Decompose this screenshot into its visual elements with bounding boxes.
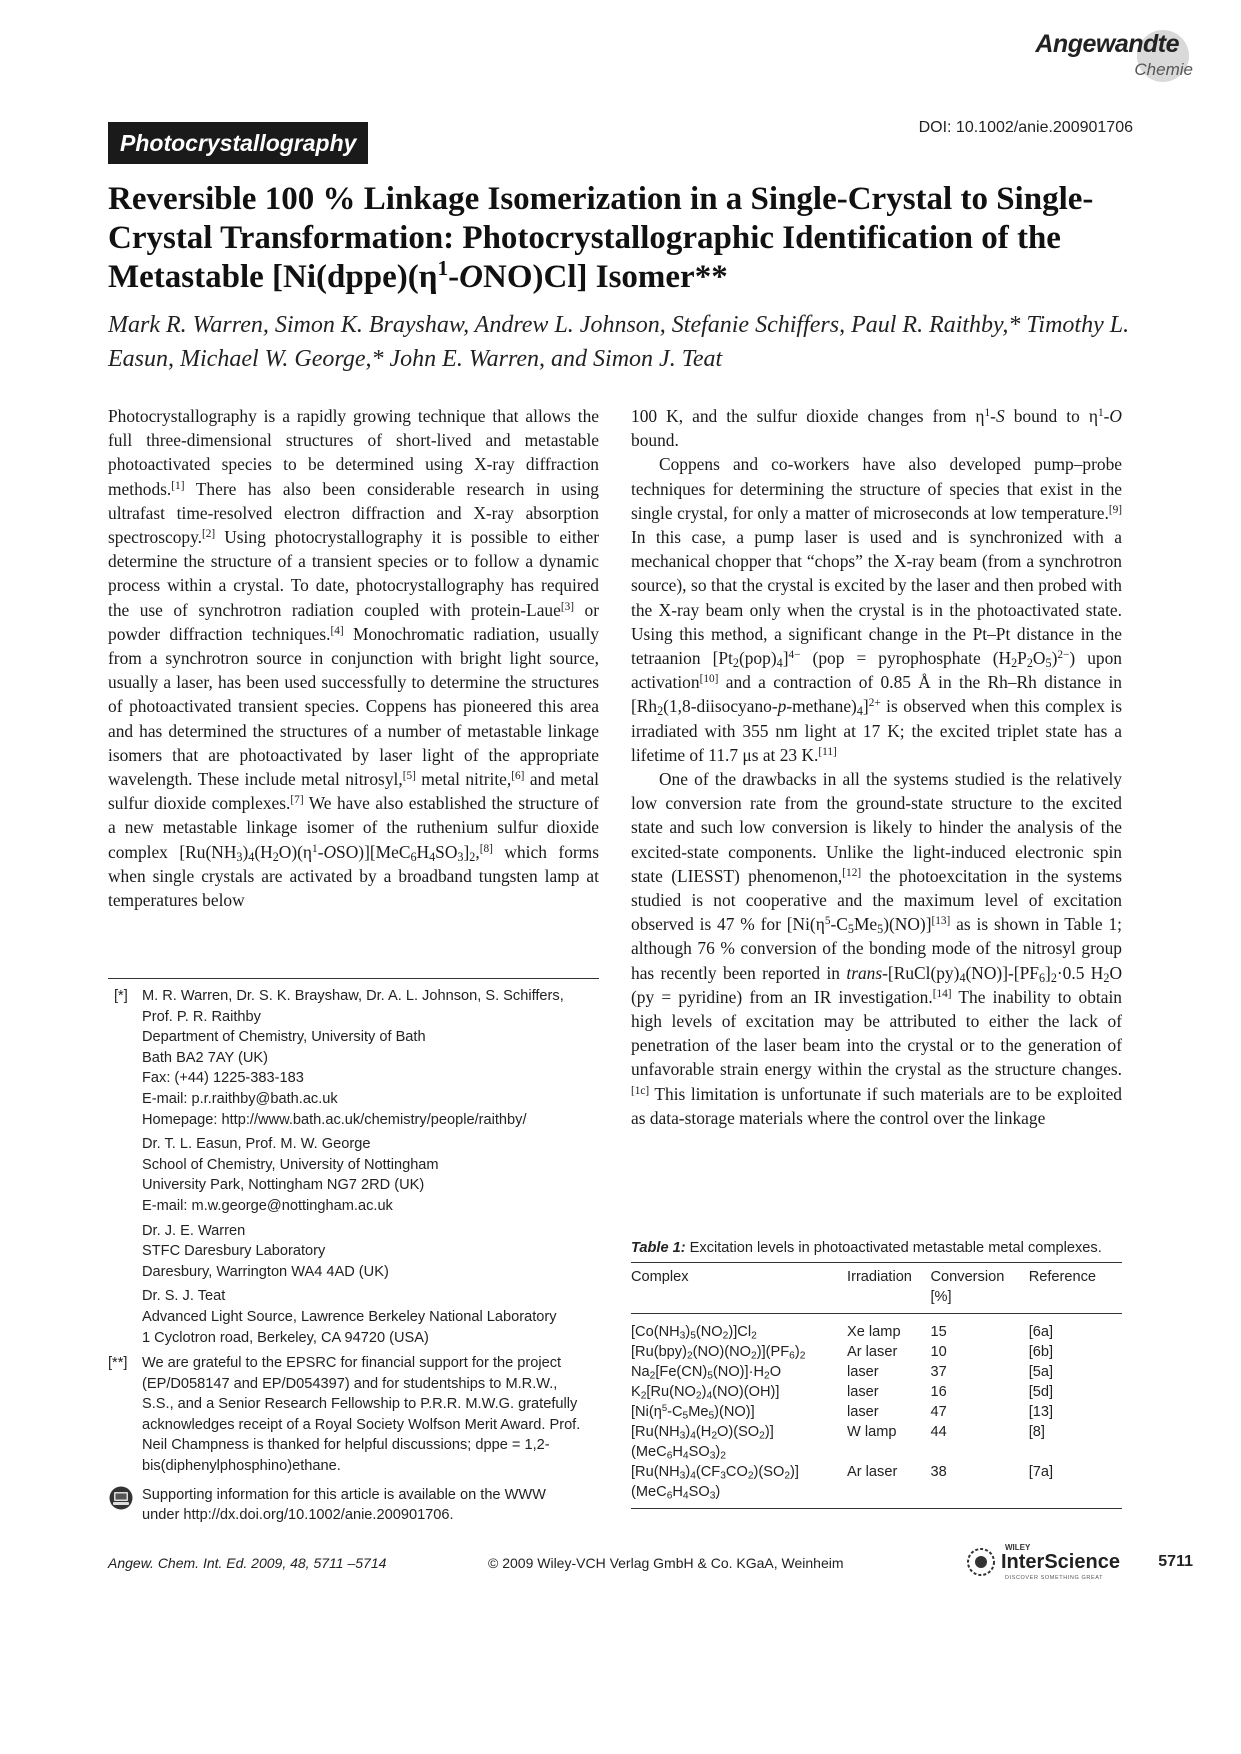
logo-interscience-text: InterScience [1001,1551,1120,1573]
table-caption-text: Excitation levels in photoactivated metastable metal complexes. [689,1240,1102,1256]
cell-reference: [6a] [1028,1324,1054,1340]
cell-complex: $[Ru(NH_3)_4(CF_3CO_2)(SO_2)]$ $(MeC_6H_4SO_3)$ [631,1462,847,1509]
excitation-table [631,1262,1122,1509]
footnote-line: Dr. T. L. Easun, Prof. M. W. George [142,1136,371,1153]
footnote-line: Department of Chemistry, University of Bath [142,1029,426,1046]
footnote-affiliations [108,986,599,1348]
cell-reference: [6b] [1028,1344,1054,1360]
footnotes [108,986,599,1531]
cell-conversion: 44 [930,1424,947,1440]
table-1 [631,1240,1122,1509]
cell-complex: $[Ru(NH_3)_4(H_2O)(SO_2)]$ $(MeC_6H_4SO_3)_2$ [631,1424,774,1462]
footnote-line: Supporting information for this article is available on the WWW [142,1486,546,1503]
column-header: Irradiation [847,1263,930,1314]
footnote-line: M. R. Warren, Dr. S. K. Brayshaw, Dr. A. L. Johnson, S. Schiffers, [142,988,564,1004]
footnote-line: 1 Cyclotron road, Berkeley, CA 94720 (USA) [142,1329,429,1346]
journal-logo [1027,22,1207,82]
cell-reference: [13] [1028,1404,1054,1420]
footnote-line: STFC Daresbury Laboratory [142,1243,326,1260]
cell-conversion: 16 [930,1384,947,1400]
affiliation-group [142,1134,599,1216]
table-caption [631,1240,1122,1256]
footnote-line: Advanced Light Source, Lawrence Berkeley National Laboratory [142,1308,557,1325]
cell-irradiation: Xe lamp [847,1324,901,1340]
column-header: Reference [1029,1263,1122,1314]
cell-irradiation: laser [847,1404,879,1420]
table-row [631,1362,1122,1382]
interscience-logo [963,1538,1143,1584]
cell-conversion: 37 [930,1364,947,1380]
cell-conversion: 10 [930,1344,947,1360]
article-title: Reversible 100 % Linkage Isomerization in a Single-Crystal to Single-Crystal Transformation: Photocrystallographic Identification of the Metastable $[Ni(dppe)(\eta^1-ONO)Cl]$ Isomer** [108,181,1094,295]
footnote-mark: [*] [114,988,128,1004]
table-header-row [631,1263,1122,1314]
footnote-line: School of Chemistry, University of Nottingham [142,1156,439,1173]
authors: Mark R. Warren, Simon K. Brayshaw, Andrew L. Johnson, Stefanie Schiffers, Paul R. Raithby,* Timothy L. Easun, Michael W. George,* John E. Warren, and Simon J. Teat [108,312,1130,372]
table-row [631,1314,1122,1343]
table-row [631,1342,1122,1362]
table-row [631,1382,1122,1402]
column-header: Conversion [%] [931,1263,1029,1314]
computer-icon [108,1486,134,1510]
cell-irradiation: Ar laser [847,1462,930,1509]
footnote-line[interactable]: Homepage: http://www.bath.ac.uk/chemistry/people/raithby/ [142,1111,527,1128]
cell-irradiation: Ar laser [847,1344,898,1360]
page-number: 5711 [1158,1553,1193,1570]
logo-line1: Angewandte [1035,30,1179,58]
footnote-line[interactable]: under http://dx.doi.org/10.1002/anie.200901706. [142,1507,454,1524]
logo-wiley-text: WILEY [1005,1543,1031,1552]
cell-complex: $[Ru(bpy)_2(NO)(NO_2)](PF_6)_2$ [631,1344,806,1362]
footnote-line: Daresbury, Warrington WA4 4AD (UK) [142,1263,389,1280]
affiliation-group [142,1286,599,1348]
cell-conversion: 47 [930,1404,947,1420]
logo-tagline: DISCOVER SOMETHING GREAT [1005,1575,1104,1581]
footnote-line: Dr. S. J. Teat [142,1288,226,1305]
affiliation-group [142,986,599,1130]
paragraph: 100 K, and the sulfur dioxide changes from $\eta^1-S$ bound to $\eta^1-O$ bound. [631,406,1122,451]
body-column-right [631,404,1122,1130]
footnote-acknowledgments [108,1353,599,1477]
footnote-supporting-info [108,1485,599,1526]
doi: DOI: 10.1002/anie.200901706 [918,119,1133,136]
cell-irradiation: laser [847,1364,879,1380]
affiliation-group [142,1221,599,1283]
table-row [631,1462,1122,1509]
cell-irradiation: W lamp [847,1424,897,1440]
footnote-line: Bath BA2 7AY (UK) [142,1049,268,1066]
table-row [631,1402,1122,1422]
footnote-line: Fax: (+44) 1225-383-183 [142,1070,304,1087]
logo-line2: Chemie [1134,60,1193,79]
cell-complex: $[Ni(\eta^5-C_5Me_5)(NO)]$ [631,1402,755,1422]
globe-icon [968,1549,994,1575]
footnote-line: (EP/D058147 and EP/D054397) and for studentships to M.R.W., [142,1375,558,1392]
footnote-line[interactable]: E-mail: m.w.george@nottingham.ac.uk [142,1197,393,1214]
cell-reference: [7a] [1029,1462,1122,1509]
cell-complex: $Na_2[Fe(CN)_5(NO)]\cdot H_2O$ [631,1364,782,1382]
column-header: Complex [631,1263,847,1314]
footnote-line: S.S., and a Senior Research Fellowship to P.R.R. M.W.G. gratefully [142,1396,578,1413]
journal-citation: Angew. Chem. Int. Ed. 2009, 48, 5711 –5714 [108,1555,387,1571]
footnote-line: Prof. P. R. Raithby [142,1008,261,1025]
copyright: © 2009 Wiley-VCH Verlag GmbH & Co. KGaA, Weinheim [488,1555,844,1571]
table-label: Table 1: [631,1240,686,1256]
footnote-mark: [**] [108,1355,128,1372]
paragraph: Photocrystallography is a rapidly growing technique that allows the full three-dimensional structures of short-lived and metastable photoactivated species to be determined using X-ray diffraction methods.[1] There has also been considerable research in using ultrafast time-resolved electron diffraction and X-ray absorption spectroscopy.[2] Using photocrystallography it is possible to either determine the structure of a transient species or to follow a dynamic process within a crystal. To date, photocrystallography has required the use of synchrotron radiation coupled with protein-Laue[3] or powder diffraction techniques.[4] Monochromatic radiation, usually from a synchrotron source in conjunction with bright light source, usually a laser, has been used successfully to determine the structures of photoactivated transient species. Coppens has pioneered this area and has determined the structures of a number of metastable linkage isomers that are photoactivated by laser light of the appropriate wavelength. These include metal nitrosyl,[5] metal nitrite,[6] and metal sulfur dioxide complexes.[7] We have also established the structure of a new metastable linkage isomer of the ruthenium sulfur dioxide complex $[Ru(NH_3)_4(H_2O)(\eta^1-OSO)][MeC_6H_4SO_3]_2,[8]$ which forms when single crystals are activated by a broadband tungsten lamp at temperatures below [108,406,600,911]
cell-irradiation: laser [847,1384,879,1400]
cell-complex: $K_2[Ru(NO_2)_4(NO)(OH)]$ [631,1384,780,1402]
cell-reference: [8] [1028,1424,1045,1440]
footnote-line: University Park, Nottingham NG7 2RD (UK) [142,1177,425,1194]
section-tag: Photocrystallography [108,122,368,164]
paragraph: One of the drawbacks in all the systems studied is the relatively low conversion rate from the ground-state structure to the excited state and such low conversion is likely to hinder the analysis of the excited-state components. Unlike the light-induced electronic spin state (LIESST) phenomenon,[12] the photoexcitation in the systems studied is not cooperative and the maximum level of excitation observed is 47 % for $[Ni(\eta^5-C_5Me_5)(NO)][13]$ as is shown in Table 1; although 76 % conversion of the bonding mode of the nitrosyl group has recently been reported in trans-$[RuCl(py)_4(NO)]-[PF_6]_2\cdot 0.5$ $H_2O$ (py = pyridine) from an IR investigation.[14] The inability to obtain high levels of excitation may be attributed to either the lack of penetration of the laser beam into the crystal or to the generation of unfavorable strain energy within the crystal as the structure changes.[1c] This limitation is unfortunate if such materials are to be exploited as data-storage materials where the control over the linkage [631,769,1122,1128]
table-row [631,1422,1122,1462]
footnote-line: bis(diphenylphosphino)ethane. [142,1458,341,1475]
footnote-line: Dr. J. E. Warren [142,1222,246,1239]
body-column-left [108,404,599,912]
cell-conversion: 38 [931,1462,1029,1509]
cell-complex: $[Co(NH_3)_5(NO_2)]Cl_2$ [631,1324,757,1342]
cell-reference: [5d] [1028,1384,1054,1400]
footnote-line[interactable]: E-mail: p.r.raithby@bath.ac.uk [142,1090,338,1107]
footnote-line: We are grateful to the EPSRC for financial support for the project [142,1355,562,1372]
footnote-divider [108,978,599,979]
paragraph: Coppens and co-workers have also developed pump–probe techniques for determining the structure of species that exist in the single crystal, for only a matter of microseconds at low temperature.[9] In this case, a pump laser is used and is synchronized with a mechanical chopper that “chops” the X-ray beam (from a synchrotron source), so that the crystal is excited by the laser and then probed with the X-ray beam only when the crystal is in the photoactivated state. Using this method, a significant change in the Pt–Pt distance in the tetraanion $[Pt_2(pop)_4]^{4-}$ (pop = pyrophosphate $(H_2P_2O_5)^{2-}$) upon activation[10] and a contraction of 0.85 Å in the Rh–Rh distance in $[Rh_2(1,8-diisocyano-p-methane)_4]^{2+}$ is observed when this complex is irradiated with 355 nm light at 17 K; the excited triplet state has a lifetime of 11.7 μs at 23 K.[11] [631,454,1122,765]
footnote-line: acknowledges receipt of a Royal Society Wolfson Merit Award. Prof. [142,1416,581,1433]
cell-conversion: 15 [930,1324,947,1340]
footnote-line: Neil Champness is thanked for helpful discussions; dppe = 1,2- [142,1437,550,1454]
cell-reference: [5a] [1028,1364,1054,1380]
